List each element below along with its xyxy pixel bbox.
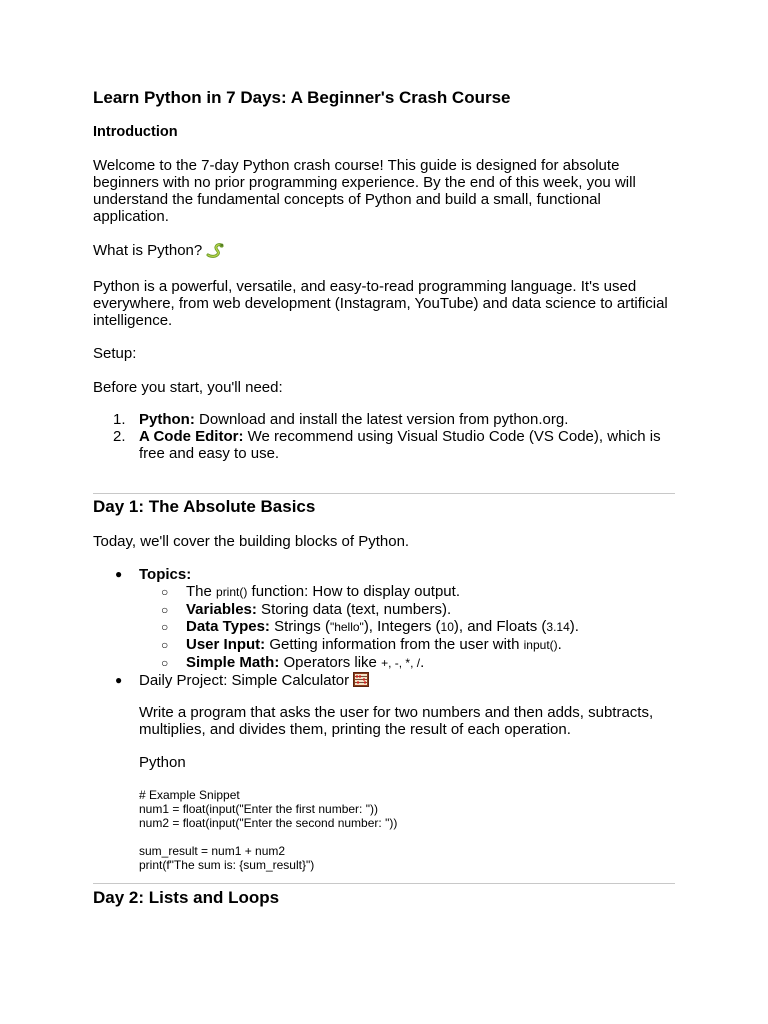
introduction-heading: Introduction [93,124,178,140]
section-divider [93,493,675,494]
document-title: Learn Python in 7 Days: A Beginner's Crash Course [93,88,511,107]
topic-text: The [186,583,217,600]
topic-label: Data Types: [186,618,270,635]
code-line: # Example Snippet [139,788,240,802]
code-block [139,788,679,872]
inline-code: "hello" [329,620,364,634]
topic-text: ), and Floats ( [453,618,547,635]
welcome-paragraph: Welcome to the 7-day Python crash course! This guide is designed for absolute beginners with no prior programming experience. By the end of this week, you will understand the fundamental concepts of Python and build a small, functional application. [93,157,636,225]
day2-heading: Day 2: Lists and Loops [93,888,280,907]
topic-text: function: How to display output. [247,583,460,600]
list-number: 2. [113,428,126,445]
setup-label: Setup: [93,345,137,362]
list-item [93,566,683,583]
list-number: 1. [113,411,126,428]
topic-label: User Input: [186,636,266,653]
topic-text: Operators like [279,654,382,671]
topic-label: Simple Math: [186,654,280,671]
topic-label: Variables: [186,601,257,618]
day1-heading: Day 1: The Absolute Basics [93,497,316,516]
code-line: sum_result = num1 + num2 [139,844,286,858]
requirements-list [93,411,678,462]
topic-text: ), Integers ( [363,618,441,635]
project-description: Write a program that asks the user for two numbers and then adds, subtracts, multiplies, and divides them, printing the result of each operation. [139,704,654,738]
circle-bullet-icon: ○ [161,656,169,670]
day1-list [93,566,683,689]
topic-text: Storing data (text, numbers). [256,601,452,618]
topic-item [93,601,683,618]
inline-code: 10 [440,620,454,634]
topic-text: Getting information from the user with [265,636,524,653]
inline-code: input() [523,638,558,652]
circle-bullet-icon: ○ [161,620,169,634]
what-is-python-line [93,242,678,259]
topic-text: . [557,636,562,653]
topic-text: . [420,654,425,671]
code-language-label: Python [139,754,186,771]
day1-intro: Today, we'll cover the building blocks of Python. [93,533,410,550]
code-line: num1 = float(input("Enter the first number: ")) [139,802,378,816]
list-item [93,411,678,428]
circle-bullet-icon: ○ [161,585,169,599]
what-is-python-text: What is Python? [93,242,203,259]
requirement-label: Python: [139,411,195,428]
topic-text: ). [569,618,579,635]
circle-bullet-icon: ○ [161,638,169,652]
code-line [139,830,679,844]
python-description: Python is a powerful, versatile, and easy-to-read programming language. It's used everywhere, from web development (Instagram, YouTube) and data science to artificial intelligence. [93,278,668,329]
abacus-icon [353,672,369,687]
topic-item [93,618,683,636]
list-item [93,672,683,689]
snake-icon [206,242,224,258]
topic-text: Strings ( [269,618,330,635]
requirement-text: We recommend using Visual Studio Code (VS Code), which is free and easy to use. [139,428,661,462]
topic-item [93,636,683,654]
section-divider [93,883,675,884]
topic-item [93,583,683,601]
inline-code: +, -, *, / [381,656,421,670]
inline-code: 3.14 [546,620,570,634]
topics-label: Topics: [139,566,192,583]
requirement-text: Download and install the latest version from python.org. [194,411,569,428]
project-label: Daily Project: Simple Calculator [139,672,350,689]
list-item [93,428,678,462]
inline-code: print() [216,585,248,599]
requirement-label: A Code Editor: [139,428,244,445]
bullet-icon: ● [115,673,123,687]
topic-item [93,654,683,672]
code-line: print(f"The sum is: {sum_result}") [139,858,315,872]
before-start-text: Before you start, you'll need: [93,379,283,396]
bullet-icon: ● [115,567,123,581]
circle-bullet-icon: ○ [161,603,169,617]
code-line: num2 = float(input("Enter the second number: ")) [139,816,398,830]
